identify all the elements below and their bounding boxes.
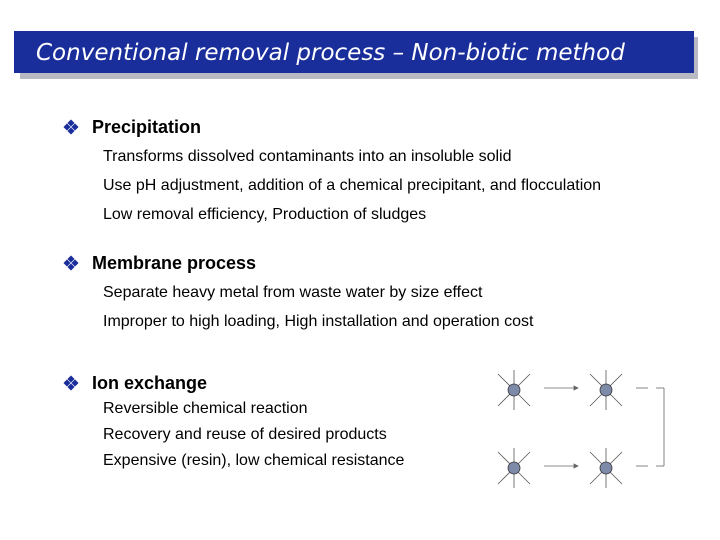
bullet-heading-row (62, 251, 534, 275)
list-item: Use pH adjustment, addition of a chemical precipitant, and flocculation (103, 177, 602, 194)
diamond-bullet-icon (62, 254, 80, 272)
list-item: Transforms dissolved contaminants into an insoluble solid (103, 148, 512, 165)
diamond-bullet-icon (62, 118, 80, 136)
ion-exchange-diagram (484, 362, 684, 502)
list-item: Recovery and reuse of desired products (103, 426, 387, 443)
bullet-heading-row (62, 115, 601, 139)
section-heading: Precipitation (92, 116, 202, 137)
section-membrane-process (62, 251, 534, 336)
metal-complex-4 (590, 448, 622, 488)
section-heading: Membrane process (92, 252, 257, 273)
section-heading: Ion exchange (92, 372, 208, 393)
section-precipitation (62, 115, 601, 229)
metal-complex-3 (498, 448, 530, 488)
reaction-arrows (544, 386, 664, 468)
metal-complex-2 (590, 370, 622, 410)
list-item: Separate heavy metal from waste water by size effect (103, 284, 483, 301)
bullet-heading-row (62, 371, 404, 395)
list-item: Reversible chemical reaction (103, 400, 308, 417)
metal-complex-1 (498, 370, 530, 410)
section-ion-exchange (62, 371, 404, 474)
list-item: Low removal efficiency, Production of sludges (103, 206, 427, 223)
title-bar (14, 31, 694, 73)
list-item: Expensive (resin), low chemical resistance (103, 452, 405, 469)
diamond-bullet-icon (62, 374, 80, 392)
slide-title: Conventional removal process – Non-biotic method (36, 40, 625, 66)
list-item: Improper to high loading, High installation and operation cost (103, 313, 534, 330)
